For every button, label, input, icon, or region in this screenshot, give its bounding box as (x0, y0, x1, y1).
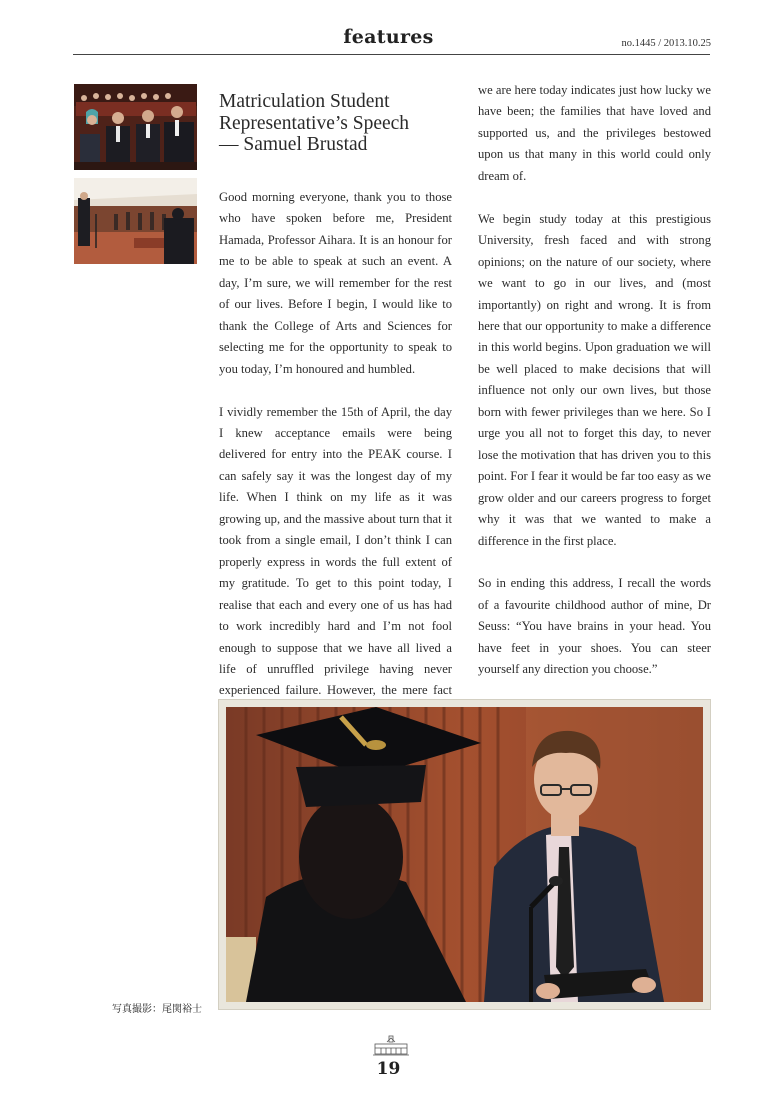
header-divider (73, 54, 710, 55)
paragraph: we are here today indicates just how lucky we have been; the families that have loved and supported us, and the privileges bestowed upon us that many in this world could only dream of. (478, 83, 711, 183)
issue-info: no.1445 / 2013.10.25 (621, 38, 711, 49)
paragraph: We begin study today at this prestigious University, fresh faced and with strong opinions; on the nature of our society, where we want to go in our lives, and (most importantly) on right and wrong. It is from here that our opportunity to make a difference in this world begins. Upon graduation we will be well placed to make decisions that will influence not only our own lives, but those born with fewer privileges than we here. So I urge you all not to forget this day, to never lose the motivation that has driven you to this point. For I fear it would be far too easy as we grow older and our careers progress to forget why it was that we wanted to make a difference in the first place. (478, 211, 711, 548)
hall-ceremony-photo (74, 178, 197, 264)
title-line: — Samuel Brustad (219, 134, 368, 155)
photo-credit: 写真撮影：尾関裕士 (112, 1004, 202, 1015)
page-number: 19 (376, 1059, 401, 1079)
article-title (219, 91, 459, 156)
students-seated-photo (74, 84, 197, 170)
paragraph: I vividly remember the 15th of April, the day I knew acceptance emails were being delivered for entry into the PEAK course. I can safely say it was the longest day of my life. When I think on my life as it was growing up, and the massive about turn that it took from a single email, I don’t think I can properly express in words the full extent of my gratitude. To get to this point today, I realise that each and every one of us has had to work incredibly hard and I’m not fool enough to suppose that we have all lived a life of unruffled privilege having never experienced failure. However, the mere fact (219, 404, 452, 698)
title-line: Matriculation Student (219, 91, 390, 112)
paragraph: So in ending this address, I recall the words of a favourite childhood author of mine, Dr Seuss: “You have brains in your head. You have feet in your shoes. You can steer yourself any direction you choose.” (478, 576, 711, 677)
university-building-logo (373, 1034, 409, 1058)
speaker-at-podium-photo (226, 707, 703, 1002)
main-photo-frame (218, 699, 711, 1010)
title-line: Representative’s Speech (219, 112, 410, 134)
section-title: features (343, 26, 434, 48)
article-column-right (478, 80, 711, 702)
paragraph: Good morning everyone, thank you to those who have spoken before me, President Hamada, Professor Aihara. It is an honour for me to be able to speak at such an event. A day, I’m sure, we will remember for the rest of our lives. Before I begin, I would like to thank the College of Arts and Sciences for selecting me for the opportunity to speak to you today, I’m honoured and humbled. (219, 190, 452, 376)
article-column-left (219, 187, 452, 745)
